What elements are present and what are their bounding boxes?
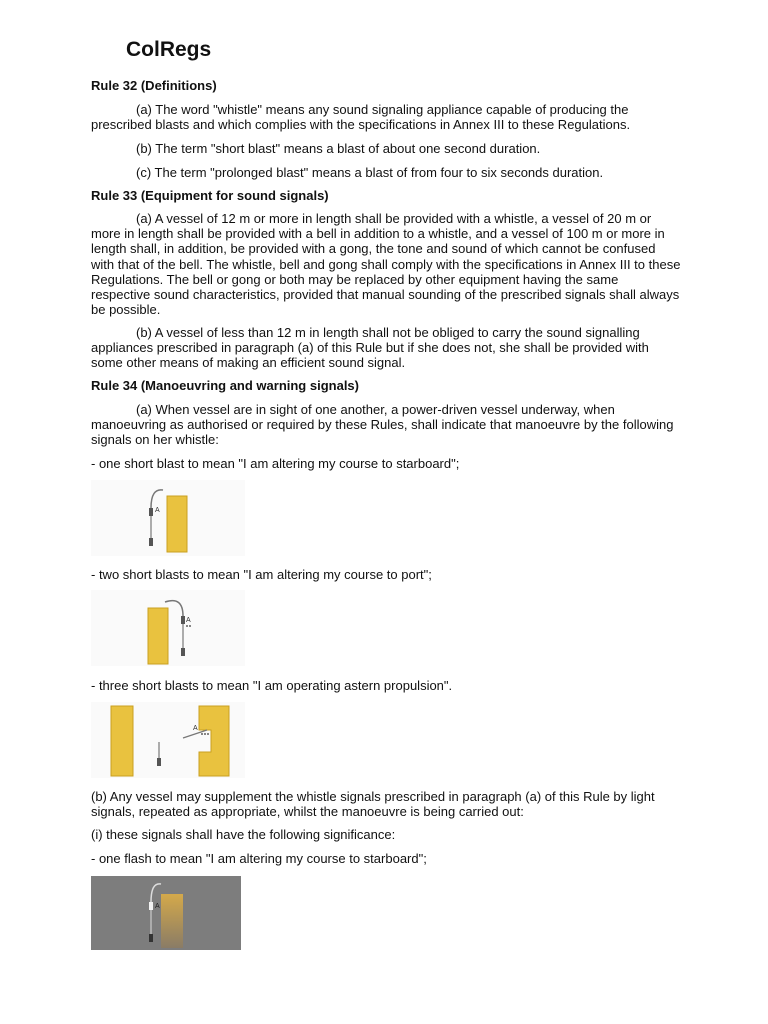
rule-34-item-1: - one short blast to mean "I am altering my course to starboard"; [91,456,460,471]
figure-one-flash [91,876,241,950]
page-title: ColRegs [126,38,212,61]
rule-32-heading: Rule 32 (Definitions) [91,78,217,93]
figure-marker: A [186,617,191,624]
rule-34-flash-1: - one flash to mean "I am altering my course to starboard"; [91,851,427,866]
figure-three-short-blasts [91,702,245,778]
rule-33-b: (b) A vessel of less than 12 m in length shall not be obliged to carry the sound signalling appliances prescribed in paragraph (a) of this Rule but if she does not, she shall be provided with some other means of making an efficient sound signal. [91,325,649,371]
rule-32-c: (c) The term "prolonged blast" means a blast of from four to six seconds duration. [136,165,604,180]
figure-one-short-blast [91,480,245,556]
rule-34-item-2: - two short blasts to mean "I am altering my course to port"; [91,567,432,582]
rule-34-a: (a) When vessel are in sight of one another, a power-driven vessel underway, when manoeuvring as authorised or required by these Rules, shall indicate that manoeuvre by the following signals on her whistle: [91,402,674,448]
rule-33-a: (a) A vessel of 12 m or more in length shall be provided with a whistle, a vessel of 20 m or more in length shall be provided with a bell in addition to a whistle, and a vessel of 100 m or more in length shall, in addition, be provided with a gong, the tone and sound of which cannot be confused with that of the bell. The whistle, bell and gong shall comply with the specifications in Annex III to these Regulations. The bell or gong or both may be replaced by other equipment having the same respective sound characteristics, provided that manual sounding of the prescribed signals shall always be possible. [91,211,681,318]
rule-34-item-3: - three short blasts to mean "I am operating astern propulsion". [91,678,453,693]
rule-32-b: (b) The term "short blast" means a blast of about one second duration. [136,141,541,156]
figure-marker: A [155,507,160,514]
figure-marker: A [155,903,160,910]
rule-34-b: (b) Any vessel may supplement the whistle signals prescribed in paragraph (a) of this Rule by light signals, repeated as appropriate, whilst the manoeuvre is being carried out: [91,789,655,820]
rule-33-heading: Rule 33 (Equipment for sound signals) [91,188,329,203]
figure-marker: A [193,725,198,732]
figure-two-short-blasts [91,590,245,666]
rule-32-a: (a) The word "whistle" means any sound signaling appliance capable of producing the prescribed blasts and which complies with the specifications in Annex III to these Regulations. [91,102,631,133]
rule-34-heading: Rule 34 (Manoeuvring and warning signals) [91,378,359,393]
rule-34-b-i: (i) these signals shall have the following significance: [91,827,396,842]
